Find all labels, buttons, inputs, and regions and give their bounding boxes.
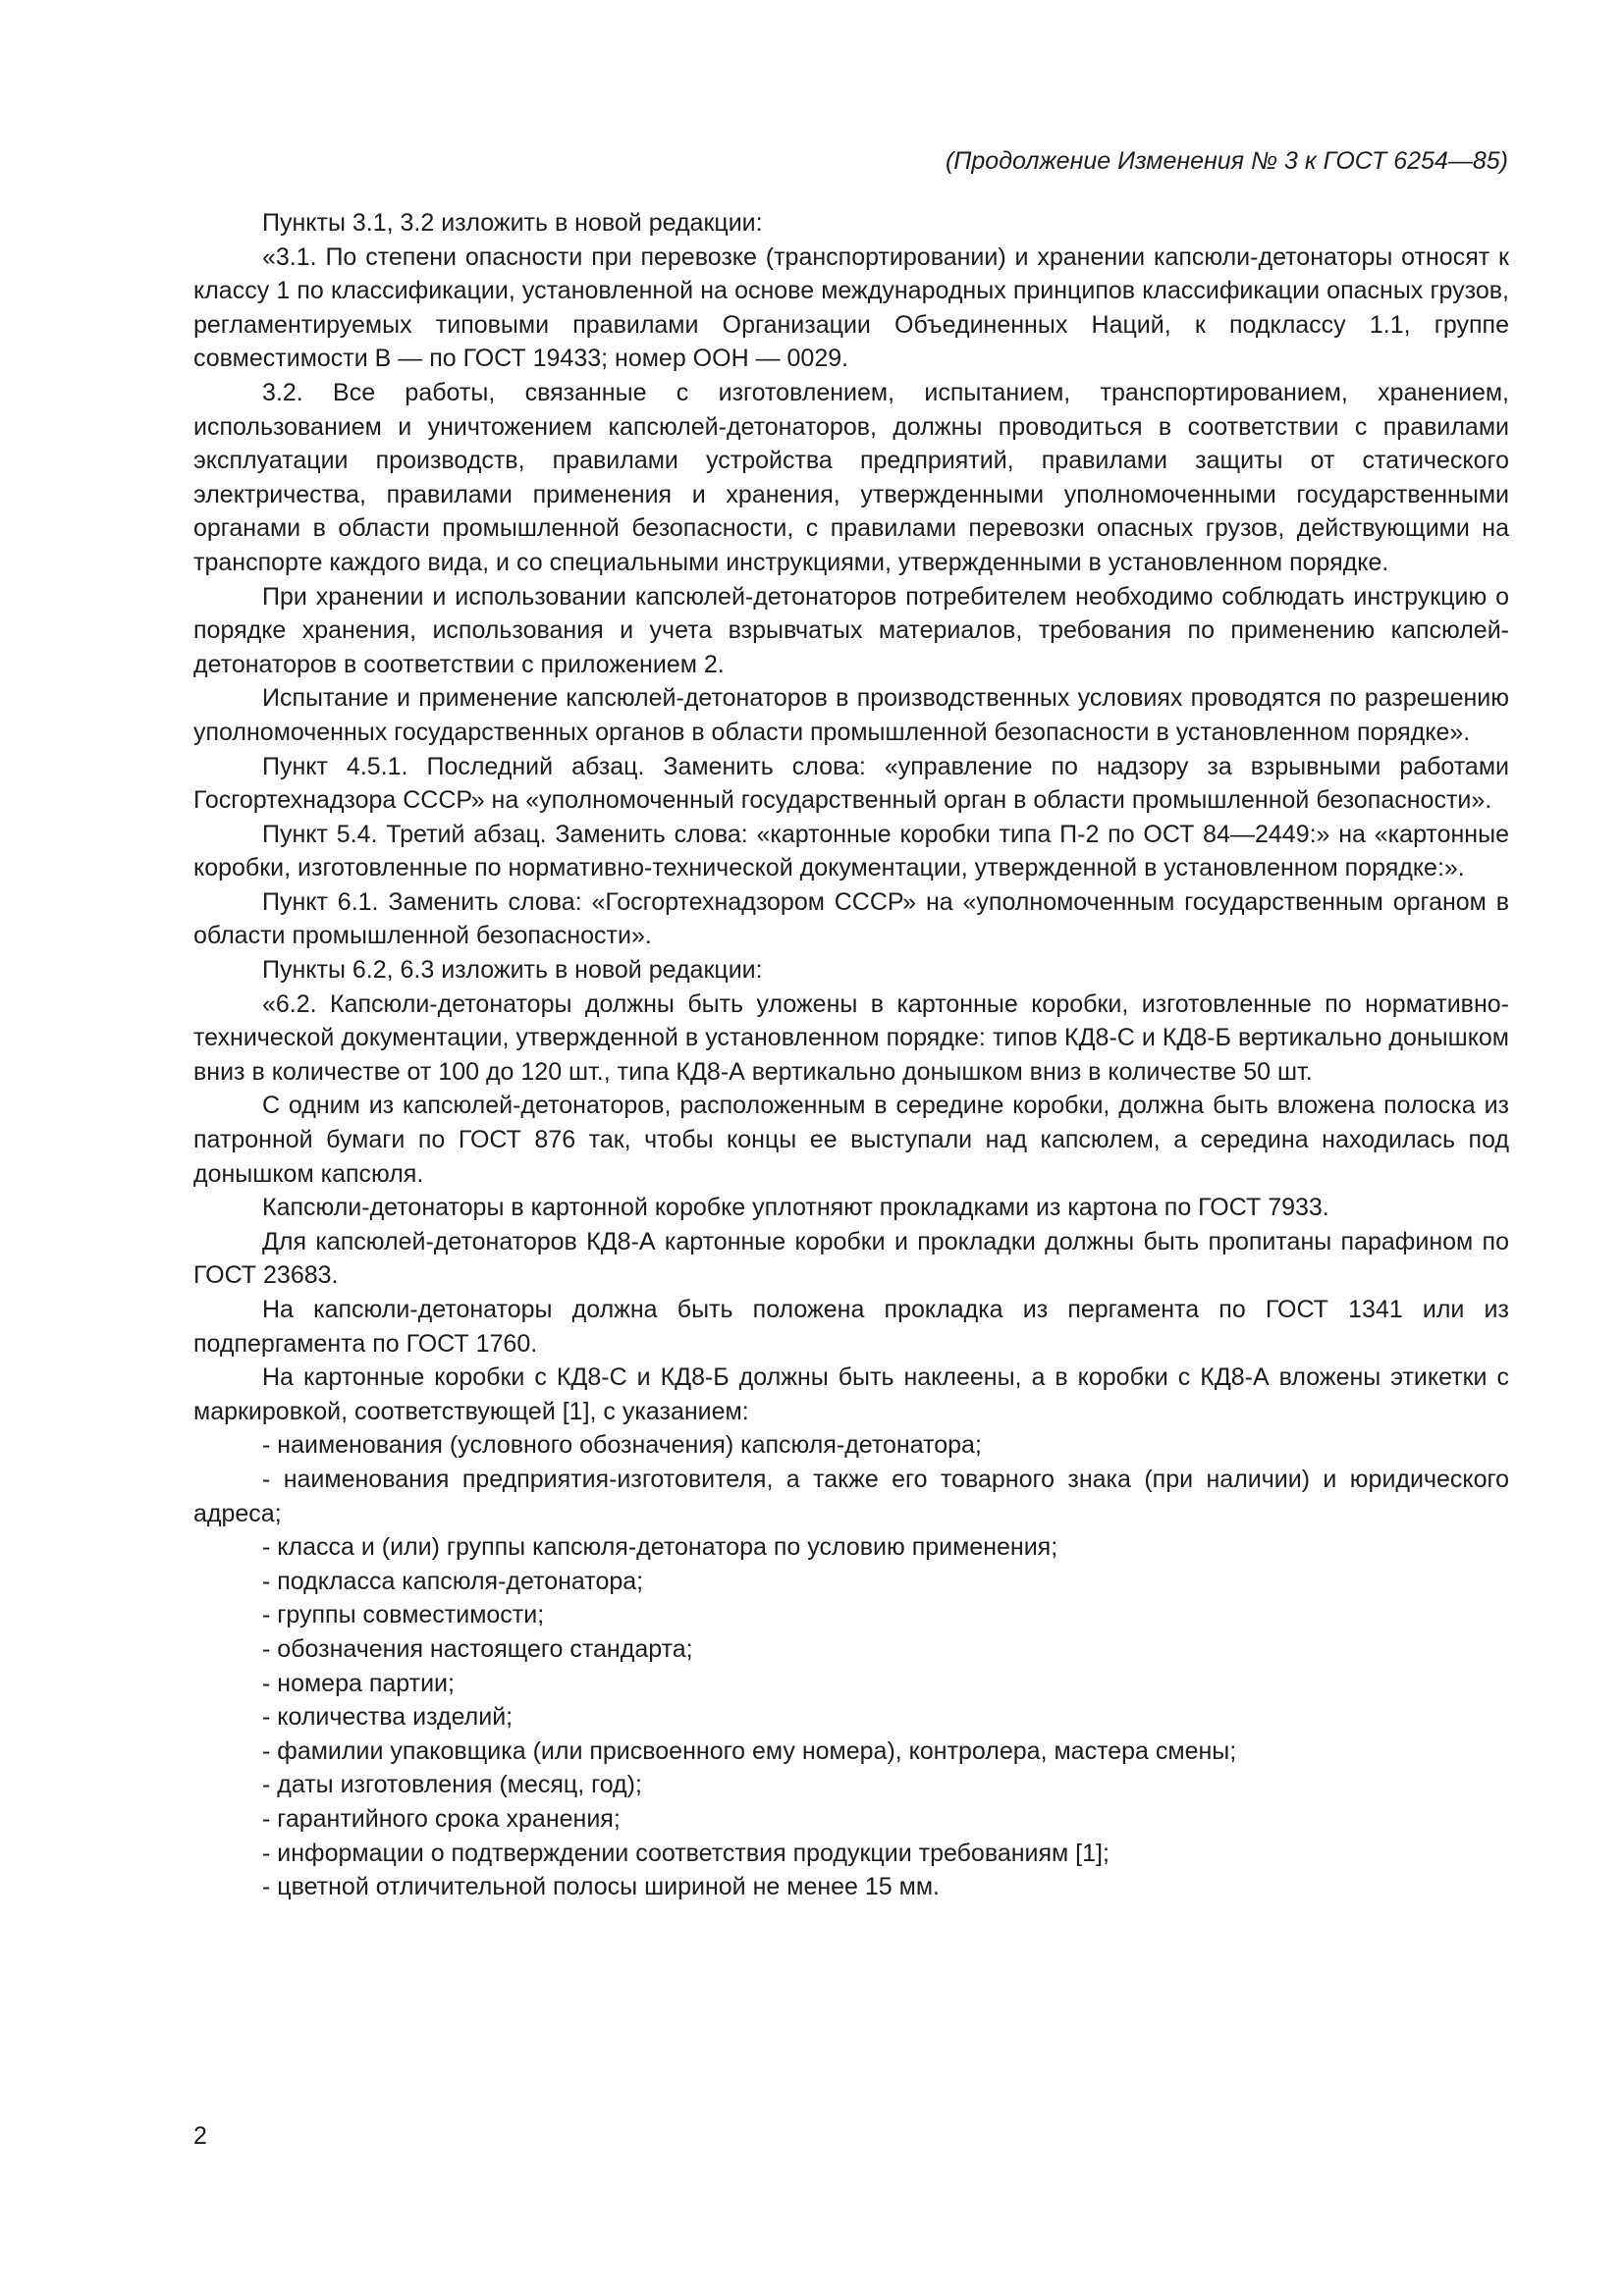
list-item: - наименования (условного обозначения) капсюля-детонатора; — [262, 1431, 982, 1460]
paragraph: Испытание и применение капсюлей-детонаторов в производственных условиях проводятся по разрешению уполномоченных государственных органов в области промышленной безопасности в установленном порядке». — [193, 684, 1509, 746]
list-item: - фамилии упаковщика (или присвоенного ему номера), контролера, мастера смены; — [262, 1736, 1237, 1765]
paragraph: «6.2. Капсюли-детонаторы должны быть уложены в картонные коробки, изготовленные по нормативно-технической документации, утвержденной в установленном порядке: типов КД8-С и КД8-Б вертикально донышком вниз в количестве от 100 до 120 шт., типа КД8-А вертикально донышком вниз в количестве 50 шт. — [193, 989, 1509, 1086]
list-item: - подкласса капсюля-детонатора; — [262, 1567, 644, 1595]
paragraph: «3.1. По степени опасности при перевозке (транспортировании) и хранении капсюли-детонаторы относят к классу 1 по классификации, установленной на основе международных принципов классификации опасных грузов, регламентируемых типовыми правилами Организации Объединенных Наций, к подклассу 1.1, группе совместимости В — по ГОСТ 19433; номер ООН — 0029. — [193, 242, 1509, 373]
list-item: - гарантийного срока хранения; — [262, 1804, 621, 1833]
list-item: - наименования предприятия-изготовителя, а также его товарного знака (при наличии) и юридического адреса; — [193, 1465, 1509, 1527]
paragraph: 3.2. Все работы, связанные с изготовлением, испытанием, транспортированием, хранением, использованием и уничтожением капсюлей-детонаторов, должны проводиться в соответствии с правилами эксплуатации производств, правилами устройства предприятий, правилами защиты от статического электричества, правилами применения и хранения, утвержденными уполномоченными государственными органами в области промышленной безопасности, с правилами перевозки опасных грузов, действующими на транспорте каждого вида, и со специальными инструкциями, утвержденными в установленном порядке. — [193, 378, 1509, 576]
list-item: - номера партии; — [262, 1669, 455, 1697]
list-item: - цветной отличительной полосы шириной не менее 15 мм. — [262, 1873, 940, 1901]
paragraph: Пункт 6.1. Заменить слова: «Госгортехнадзором СССР» на «уполномоченным государственным органом в области промышленной безопасности». — [193, 887, 1509, 950]
list-item: - количества изделий; — [262, 1703, 514, 1732]
paragraph: Пункт 5.4. Третий абзац. Заменить слова: «картонные коробки типа П-2 по ОСТ 84—2449:» на «картонные коробки, изготовленные по нормативно-технической документации, утвержденной в установленном порядке:». — [193, 820, 1509, 882]
paragraph: При хранении и использовании капсюлей-детонаторов потребителем необходимо соблюдать инструкцию о порядке хранения, использования и учета взрывчатых материалов, требования по применению капсюлей-детонаторов в соответствии с приложением 2. — [193, 582, 1509, 678]
paragraph: Пункты 6.2, 6.3 изложить в новой редакции: — [262, 956, 763, 985]
label-requirements-list — [193, 1428, 1509, 1903]
page-number: 2 — [193, 2122, 207, 2150]
paragraph: Пункт 4.5.1. Последний абзац. Заменить слова: «управление по надзору за взрывными работами Госгортехнадзора СССР» на «уполномоченный государственный орган в области промышленной безопасности». — [193, 752, 1509, 815]
document-body — [193, 206, 1509, 1904]
list-item: - группы совместимости; — [262, 1601, 545, 1629]
paragraph: Капсюли-детонаторы в картонной коробке уплотняют прокладками из картона по ГОСТ 7933. — [262, 1194, 1329, 1222]
list-item: - информации о подтверждении соответствия продукции требованиям [1]; — [262, 1839, 1110, 1867]
paragraph: С одним из капсюлей-детонаторов, расположенным в середине коробки, должна быть вложена полоска из патронной бумаги по ГОСТ 876 так, чтобы концы ее выступали над капсюлем, а середина находилась под донышком капсюля. — [193, 1092, 1509, 1188]
list-item: - класса и (или) группы капсюля-детонатора по условию применения; — [262, 1533, 1058, 1562]
paragraph: Для капсюлей-детонаторов КД8-А картонные коробки и прокладки должны быть пропитаны парафином по ГОСТ 23683. — [193, 1227, 1509, 1290]
paragraph: На картонные коробки с КД8-С и КД8-Б должны быть наклеены, а в коробки с КД8-А вложены этикетки с маркировкой, соответствующей [1], с указанием: — [193, 1363, 1509, 1425]
paragraph: Пункты 3.1, 3.2 изложить в новой редакции: — [262, 209, 763, 237]
list-item: - обозначения настоящего стандарта; — [262, 1634, 693, 1663]
list-item: - даты изготовления (месяц, год); — [262, 1771, 642, 1799]
paragraph: На капсюли-детонаторы должна быть положена прокладка из пергамента по ГОСТ 1341 или из подпергамента по ГОСТ 1760. — [193, 1296, 1509, 1358]
running-header: (Продолжение Изменения № 3 к ГОСТ 6254—85) — [945, 147, 1508, 175]
